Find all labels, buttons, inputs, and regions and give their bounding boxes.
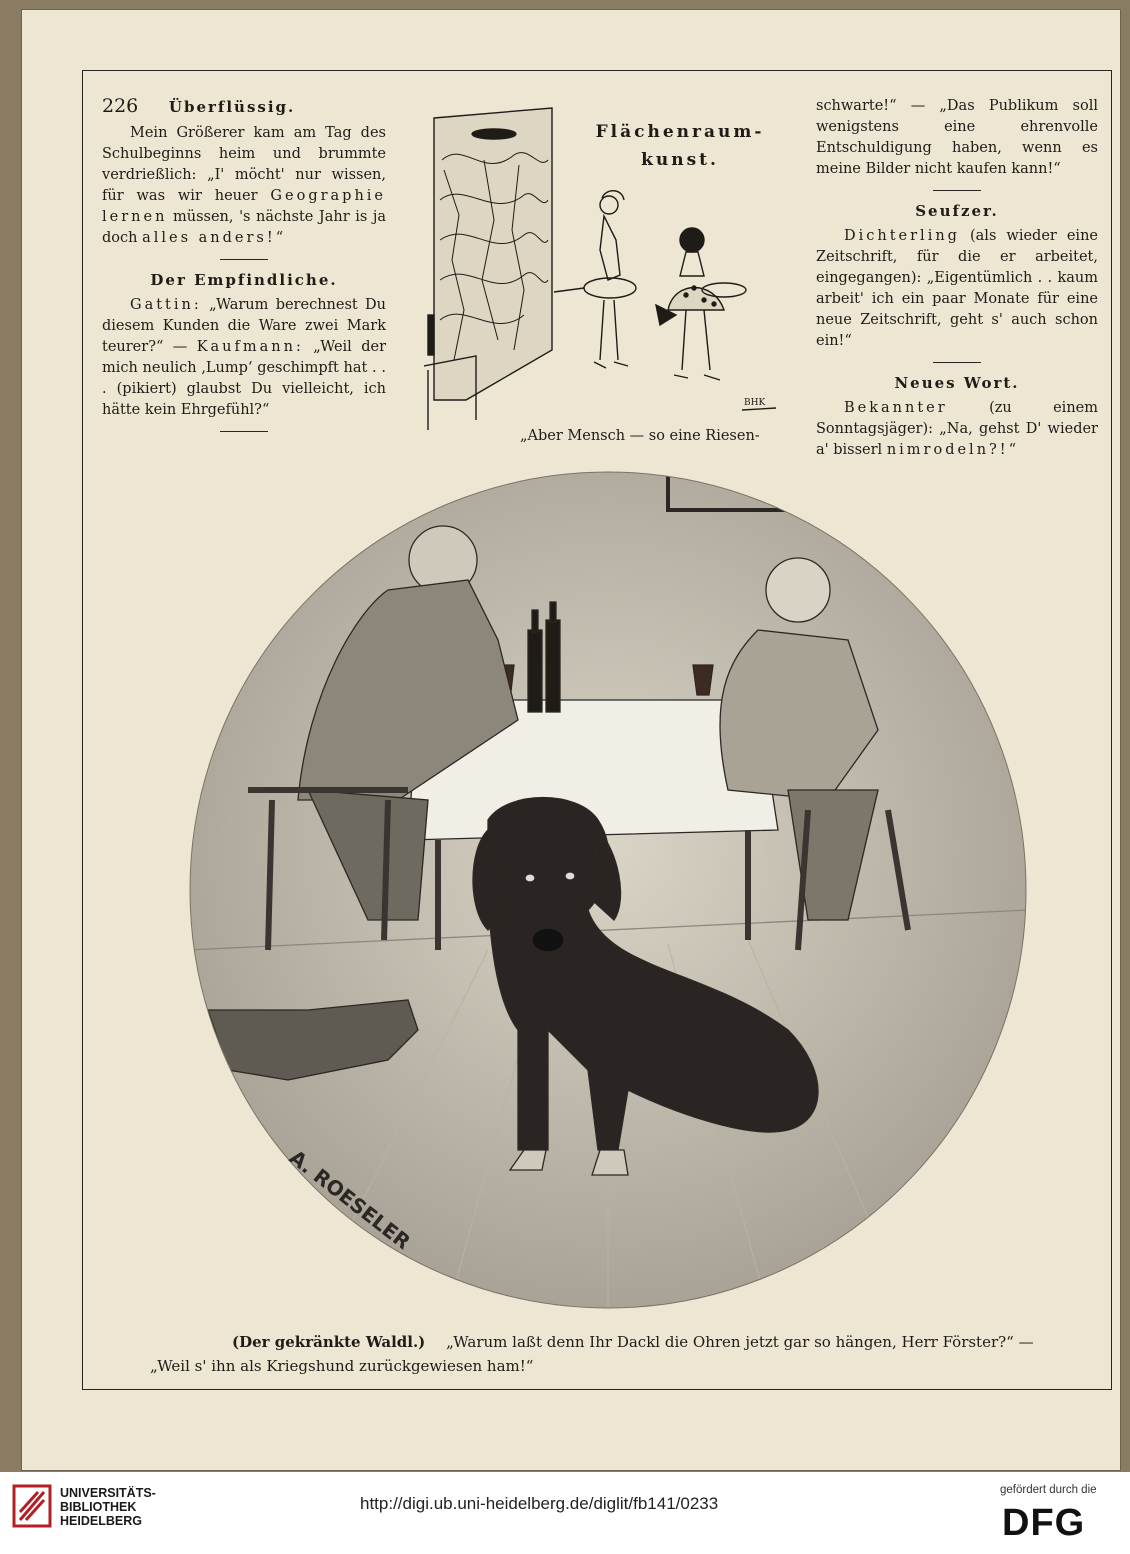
source-url-link[interactable]: http://digi.ub.uni-heidelberg.de/diglit/fb141/0233 — [360, 1494, 719, 1513]
main-caption — [150, 1330, 1050, 1378]
page-number: 226 — [102, 95, 139, 117]
article-title-seufzer: Seufzer. — [915, 202, 999, 220]
university-name: UNIVERSITÄTS- BIBLIOTHEK HEIDELBERG — [60, 1486, 156, 1528]
footer-bar — [0, 1472, 1130, 1554]
waldl-illustration — [188, 470, 1028, 1310]
university-logo-icon — [12, 1480, 52, 1530]
illustration-signature: A. ROESELER — [284, 1145, 416, 1255]
divider — [220, 431, 268, 432]
main-caption-line1: (Der gekränkte Waldl.) „Warum laßt denn Ihr Dackl die Ohren jetzt gar so hängen, Herr Förster?“ — — [232, 1333, 1034, 1351]
left-column — [102, 96, 386, 442]
article-title-ueberfluessig: Überflüssig. — [168, 98, 296, 116]
divider — [933, 190, 981, 191]
dfg-logo: DFG — [1002, 1502, 1086, 1544]
article-text-seufzer: Dichterling (als wieder eine Zeitschrift, für die er arbeitet, eingegangen): „Eigentümlich . . kaum arbeit' ich ein paar Monate für eine neue Zeitschrift, geht s' auch schon ein!“ — [816, 228, 1098, 349]
article-text-neues-wort: Bekannter (zu einem Sonntagsjäger): „Na, gehst D' wieder a' bisserl nimrodeln?!“ — [816, 400, 1098, 458]
article-title-empfindliche: Der Empfindliche. — [150, 271, 338, 289]
article-text-empfindliche: Gattin: „Warum berechnest Du diesem Kunden die Ware zwei Mark teurer?“ — Kaufmann: „Weil der mich neulich ‚Lump‘ geschimpft hat . . . (pikiert) glaubst Du vielleicht, ich hätte kein Ehrgefühl?“ — [102, 297, 387, 418]
funding-label: gefördert durch die — [1000, 1484, 1097, 1496]
cartoon-caption: „Aber Mensch — so eine Riesen- — [520, 428, 760, 444]
main-caption-line2: „Weil s' ihn als Kriegshund zurückgewiesen ham!“ — [150, 1357, 534, 1375]
divider — [220, 259, 268, 260]
article-title-neues-wort: Neues Wort. — [894, 374, 1020, 392]
divider — [933, 362, 981, 363]
right-column — [816, 96, 1098, 461]
cartoon-caption-continued: schwarte!“ — „Das Publikum soll wenigstens eine ehrenvolle Entschuldigung haben, wenn es meine Bilder nicht kaufen kann!“ — [816, 98, 1098, 177]
cartoon-signature: BHK — [744, 398, 766, 408]
article-text-ueberfluessig: Mein Größerer kam am Tag des Schulbeginns heim und brummte verdrießlich: „I' möcht' nur wissen, für was wir heuer Geographie lernen müssen, 's nächste Jahr is ja doch alles anders!“ — [102, 125, 387, 246]
cartoon-title: Flächenraum- kunst. — [595, 122, 765, 170]
left-heading-line — [102, 96, 386, 119]
